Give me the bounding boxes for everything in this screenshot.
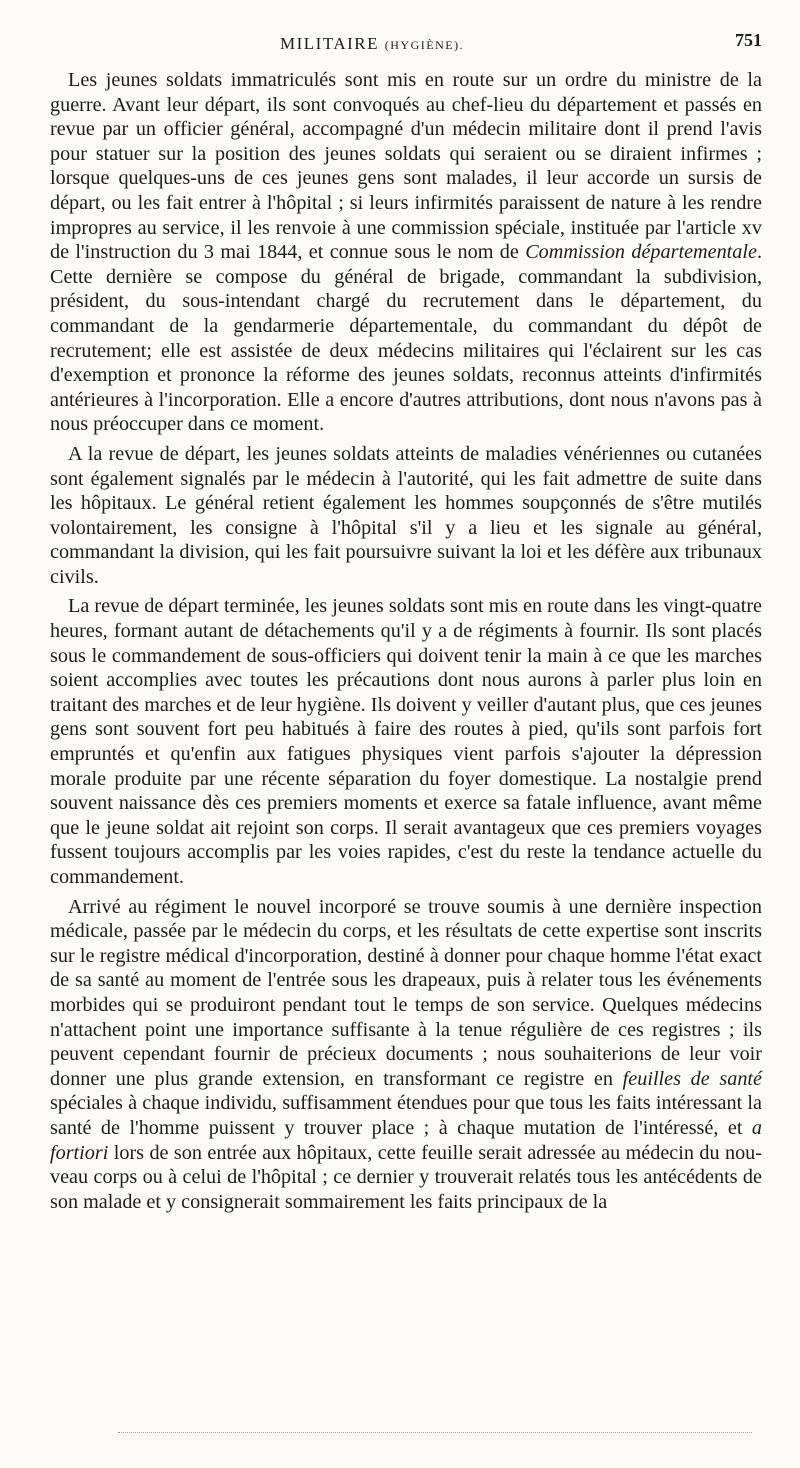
running-head (280, 34, 464, 54)
running-title: MILITAIRE (280, 34, 380, 53)
page-body (50, 68, 762, 1214)
text-run: . Cette dernière se compose du général de brigade, commandant la subdivision, président, du sous-intendant chargé du recrutement dans le département, du commandant de la gendarmerie départementale, du commandant du dépôt de recrutement; elle est assistée de deux médecins militaires qui l'éclairent sur les cas d'exemption et prononce la réforme des jeunes soldats, reconnus atteints d'infirmités antérieures à l'incorporation. Elle a encore d'autres attributions, dont nous n'avons pas à nous préoccuper dans ce moment. (50, 241, 762, 436)
footer-rule (118, 1432, 752, 1433)
page-header (50, 26, 762, 62)
paragraph-3 (50, 594, 762, 889)
text-run: spéciales à chaque individu, suffisamment étendues pour que tous les faits intéressant la santé de l'homme puissent y trouver place ; à chaque mutation de l'intéressé, et (50, 1092, 762, 1139)
paragraph-2 (50, 442, 762, 590)
page-number: 751 (735, 30, 762, 50)
text-run: La revue de départ terminée, les jeunes soldats sont mis en route dans les vingt-quatre heures, formant autant de détachements qu'il y a de régiments à fournir. Ils sont placés sous le commandement de sous-officiers qui doivent tenir la main à ce que les marches soient accomplies avec toutes les précautions dont nous aurons à parler plus loin en traitant des marches et de leur hygiène. Ils doivent y veiller d'autant plus, que ces jeunes gens sont souvent fort peu habitués à faire des routes à pied, qu'ils sont parfois fort empruntés et qu'enfin aux fatigues physiques vient parfois s'ajouter la dépression morale produite par une récente séparation du foyer domestique. La nostalgie prend souvent naissance dès ces premiers moments et exerce sa fatale influence, avant même que le jeune soldat ait rejoint son corps. Il serait avantageux que ces premiers voyages fussent toujours accomplis par les voies rapides, c'est du reste la tendance actuelle du commandement. (50, 595, 762, 888)
paragraph-4 (50, 895, 762, 1215)
italic-text: Commission départementale (525, 241, 757, 264)
text-run: Arrivé au régiment le nouvel incorporé se trouve soumis à une dernière inspection médicale, passée par le médecin du corps, et les résultats de cette expertise sont inscrits sur le registre médical d'incorporation, destiné à donner pour chaque homme l'état exact de sa santé au moment de l'entrée sous les drapeaux, puis à relater tous les événements morbides qui se produiront pendant tout le temps de son service. Quelques médecins n'attachent point une importance suffisante à la tenue régulière de ces registres ; ils peuvent cependant fournir de précieux documents ; nous souhaiterions de leur voir donner une plus grande extension, en transformant ce registre en (50, 895, 762, 1090)
italic-text: a fortiori (50, 1116, 762, 1164)
text-run: Les jeunes soldats immatriculés sont mis en route sur un ordre du ministre de la guerre. Avant leur départ, ils sont convoqués au chef-lieu du département et passés en revue par un officier général, accompagné d'un médecin militaire dont il prend l'avis pour statuer sur la position des jeunes soldats qui seraient ou se diraient infirmes ; lorsque quelques-uns de ces jeunes gens sont malades, il leur accorde un sursis de départ, ou les fait entrer à l'hôpital ; si leurs infirmités paraissent de nature à les rendre impropres au service, il les renvoie à une commission spéciale, instituée par l'article xv de l'instruction du 3 mai 1844, et connue sous le nom de (50, 69, 762, 264)
running-subtitle: (HYGIÈNE). (384, 38, 465, 52)
text-run: lors de son entrée aux hôpitaux, cette feuille serait adressée au médecin du nouveau corps ou à celui de l'hôpital ; ce dernier y trouverait relatés tous les antécédents de son malade et y consignerait sommairement les faits principaux de la (50, 1141, 762, 1213)
paragraph-1 (50, 68, 762, 437)
text-run: A la revue de départ, les jeunes soldats atteints de maladies vénériennes ou cutanées sont également signalés par le médecin à l'autorité, qui les fait admettre de suite dans les hôpitaux. Le général retient également les hommes soupçonnés de s'être mutilés volontairement, les consigne à l'hôpital s'il y a lieu et les signale au général, commandant la division, qui les fait poursuivre suivant la loi et les défère aux tribunaux civils. (50, 442, 762, 588)
italic-text: feuilles de santé (622, 1067, 762, 1090)
